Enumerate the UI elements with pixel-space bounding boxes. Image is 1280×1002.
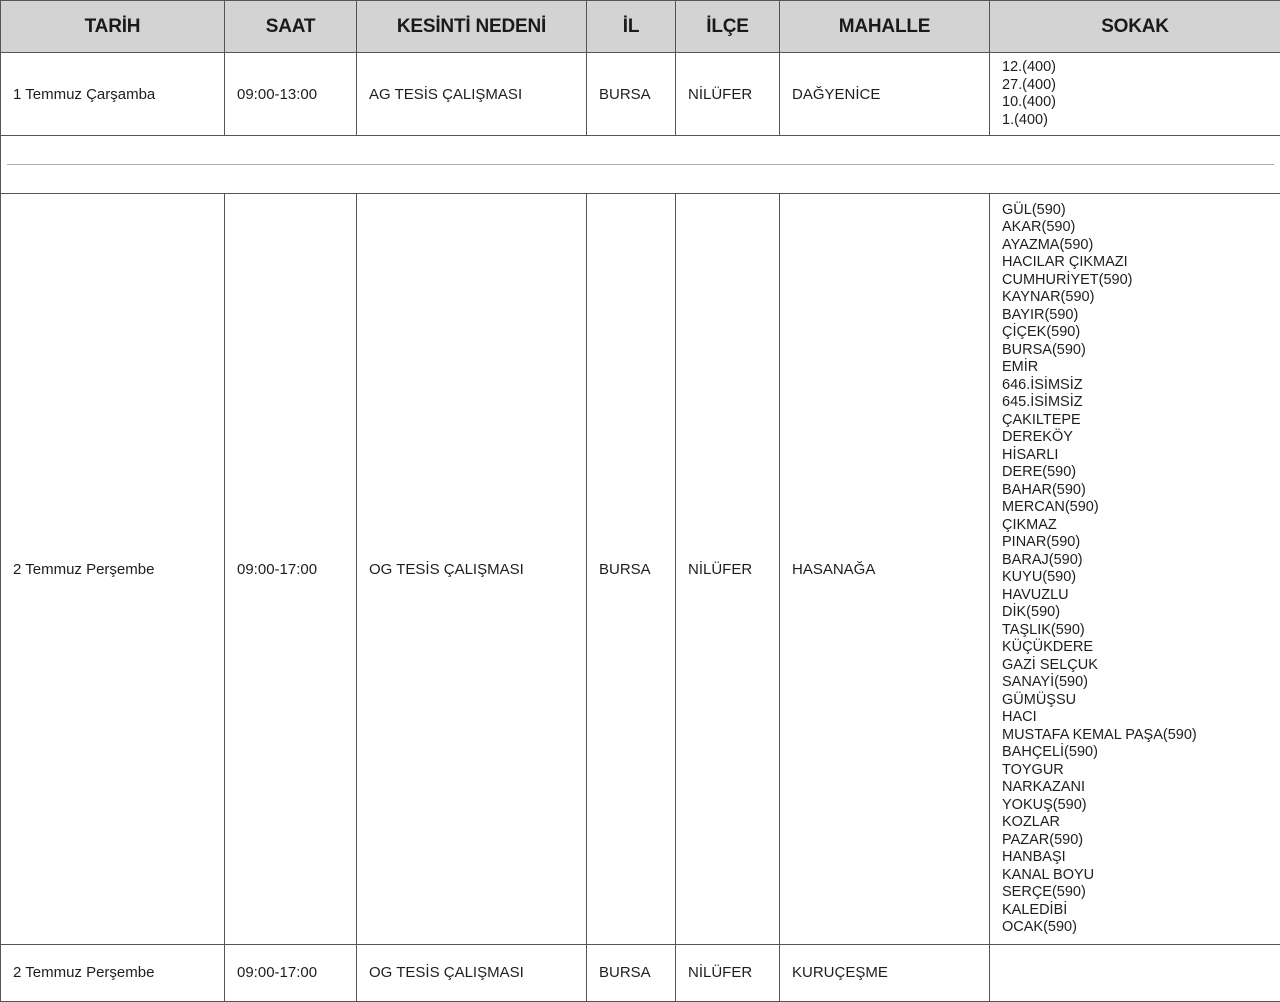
street-item: SERÇE(590) <box>1002 884 1086 901</box>
street-item: YOKUŞ(590) <box>1002 796 1087 813</box>
street-item: ÇİÇEK(590) <box>1002 324 1081 341</box>
street-item: BAYIR(590) <box>1002 306 1079 323</box>
separator-cell <box>1 136 1280 194</box>
street-item: BURSA(590) <box>1002 341 1086 358</box>
street-item: HACILAR ÇIKMAZI <box>1002 254 1128 271</box>
street-item: OCAK(590) <box>1002 919 1077 936</box>
street-item: MUSTAFA KEMAL PAŞA(590) <box>1002 726 1197 743</box>
street-item: TOYGUR <box>1002 761 1064 778</box>
cell-province: BURSA <box>587 53 676 136</box>
street-item: KAYNAR(590) <box>1002 289 1095 306</box>
header-date: TARİH <box>1 1 225 53</box>
street-item: BAHAR(590) <box>1002 481 1086 498</box>
header-reason: KESİNTİ NEDENİ <box>357 1 587 53</box>
street-item: MERCAN(590) <box>1002 499 1099 516</box>
cell-date: 1 Temmuz Çarşamba <box>1 53 225 136</box>
street-item: KUYU(590) <box>1002 569 1077 586</box>
header-neighborhood: MAHALLE <box>780 1 990 53</box>
separator-row <box>1 136 1280 194</box>
table-row <box>1 194 1280 945</box>
street-item: KALEDİBİ <box>1002 901 1068 918</box>
header-streets: SOKAK <box>990 1 1280 53</box>
street-list <box>1002 59 1280 129</box>
street-item: KÜÇÜKDERE <box>1002 639 1094 656</box>
street-item: DİK(590) <box>1002 604 1061 621</box>
header-district: İLÇE <box>676 1 780 53</box>
street-item: CUMHURİYET(590) <box>1002 271 1133 288</box>
cell-district: NİLÜFER <box>676 53 780 136</box>
street-item: HİSARLI <box>1002 446 1059 463</box>
street-item: EMİR <box>1002 359 1039 376</box>
header-time: SAAT <box>225 1 357 53</box>
street-item: AYAZMA(590) <box>1002 236 1094 253</box>
cell-neighborhood: HASANAĞA <box>780 194 990 945</box>
street-item: GAZİ SELÇUK <box>1002 656 1098 673</box>
cell-reason: AG TESİS ÇALIŞMASI <box>357 53 587 136</box>
cell-reason: OG TESİS ÇALIŞMASI <box>357 194 587 945</box>
street-item: PINAR(590) <box>1002 534 1081 551</box>
street-item: DEREKÖY <box>1002 429 1073 446</box>
cell-streets <box>990 53 1280 136</box>
street-item: ÇAKILTEPE <box>1002 411 1081 428</box>
cell-time: 09:00-17:00 <box>225 194 357 945</box>
street-item: 27.(400) <box>1002 76 1057 93</box>
street-item: 645.İSİMSİZ <box>1002 394 1083 411</box>
street-item: ÇIKMAZ <box>1002 516 1057 533</box>
street-item: BARAJ(590) <box>1002 551 1083 568</box>
street-item: HANBAŞI <box>1002 849 1066 866</box>
street-item: 12.(400) <box>1002 59 1057 76</box>
street-item: 10.(400) <box>1002 94 1057 111</box>
street-item: KANAL BOYU <box>1002 866 1095 883</box>
street-item: GÜL(590) <box>1002 201 1066 218</box>
cell-district: NİLÜFER <box>676 194 780 945</box>
street-item: GÜMÜŞSU <box>1002 691 1077 708</box>
table-row <box>1 944 1280 1001</box>
street-item: 646.İSİMSİZ <box>1002 376 1083 393</box>
street-item: 1.(400) <box>1002 111 1048 128</box>
divider-line <box>7 164 1274 165</box>
street-item: NARKAZANI <box>1002 779 1085 796</box>
street-item: PAZAR(590) <box>1002 831 1084 848</box>
street-item: KOZLAR <box>1002 814 1061 831</box>
street-item: HAVUZLU <box>1002 586 1069 603</box>
cell-time: 09:00-13:00 <box>225 53 357 136</box>
cell-province: BURSA <box>587 944 676 1001</box>
header-row <box>1 1 1280 53</box>
cell-time: 09:00-17:00 <box>225 944 357 1001</box>
cell-neighborhood: KURUÇEŞME <box>780 944 990 1001</box>
cell-streets <box>990 194 1280 945</box>
cell-district: NİLÜFER <box>676 944 780 1001</box>
cell-streets <box>990 944 1280 1001</box>
street-item: SANAYİ(590) <box>1002 674 1088 691</box>
header-province: İL <box>587 1 676 53</box>
street-item: AKAR(590) <box>1002 219 1076 236</box>
street-item: HACI <box>1002 709 1037 726</box>
street-item: TAŞLIK(590) <box>1002 621 1085 638</box>
street-item: DERE(590) <box>1002 464 1077 481</box>
cell-date: 2 Temmuz Perşembe <box>1 944 225 1001</box>
cell-neighborhood: DAĞYENİCE <box>780 53 990 136</box>
cell-reason: OG TESİS ÇALIŞMASI <box>357 944 587 1001</box>
table-row <box>1 53 1280 136</box>
street-list <box>1002 202 1280 937</box>
cell-date: 2 Temmuz Perşembe <box>1 194 225 945</box>
street-item: BAHÇELİ(590) <box>1002 744 1098 761</box>
cell-province: BURSA <box>587 194 676 945</box>
